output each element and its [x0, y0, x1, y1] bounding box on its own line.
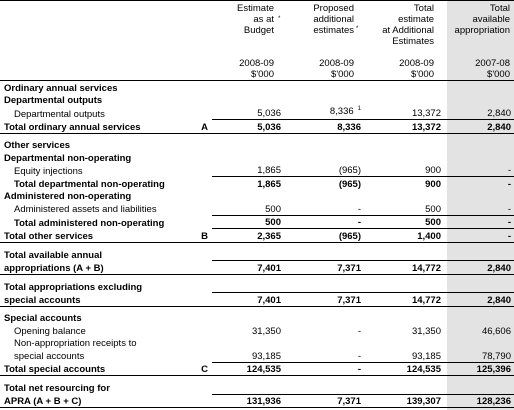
- cell-value: [212, 139, 284, 152]
- row-label: Total departmental non-operating: [14, 178, 165, 190]
- cell-value: [364, 248, 444, 261]
- cell-text: 2,840: [487, 121, 511, 133]
- row-marker: [200, 139, 212, 152]
- cell-value: [284, 324, 364, 337]
- cell-value: [212, 215, 284, 229]
- cell-value: [284, 312, 364, 325]
- table-row: [0, 106, 514, 120]
- row-label: Opening balance: [14, 325, 86, 337]
- cell-value: [444, 362, 514, 376]
- col-header-budget: Estimate as at Budget: [237, 3, 274, 36]
- cell-value: [444, 139, 514, 152]
- cell-text: 500: [265, 203, 281, 215]
- cell-text: 7,371: [337, 262, 361, 274]
- row-marker: B: [200, 229, 212, 243]
- cell-value: [364, 229, 444, 243]
- row-label: Administered assets and liabilities: [14, 204, 157, 215]
- table-row: [0, 139, 514, 152]
- row-marker: [200, 381, 212, 394]
- cell-value: [444, 120, 514, 134]
- cell-value: [212, 202, 284, 215]
- cell-value: [212, 81, 284, 94]
- col-header-proposed-marker: *: [356, 26, 359, 32]
- cell-text: 7,401: [257, 294, 281, 306]
- top-rule: [0, 0, 514, 1]
- cell-value: [284, 139, 364, 152]
- row-marker: [200, 312, 212, 325]
- table-row: [0, 164, 514, 177]
- cell-value: [212, 349, 284, 362]
- cell-text: 8,336: [329, 106, 354, 117]
- cell-text: 1,400: [417, 230, 441, 242]
- cell-text: 900: [425, 178, 441, 190]
- cell-value: [364, 106, 444, 120]
- cell-value: [444, 94, 514, 107]
- row-label: Total available annual: [4, 249, 103, 261]
- cell-text: 125,396: [476, 364, 511, 375]
- table-row: [0, 151, 514, 164]
- table-row: [0, 190, 514, 203]
- cell-text: 7,371: [337, 294, 361, 306]
- cell-text: 500: [265, 217, 281, 228]
- col-header-total-estimate: Total estimate at Additional Estimates: [382, 3, 434, 47]
- table-row: [0, 280, 514, 293]
- cell-value: [444, 324, 514, 337]
- table-row: [0, 349, 514, 362]
- col-year-available: 2007-08 $'000: [475, 58, 510, 80]
- cell-text: 78,790: [481, 350, 511, 362]
- cell-value: [444, 261, 514, 275]
- col-header-proposed: Proposed additional estimates: [313, 3, 354, 36]
- cell-value: [364, 349, 444, 362]
- cell-text: 1,865: [257, 165, 281, 176]
- table-row: [0, 202, 514, 215]
- table-row: [0, 229, 514, 243]
- table-row: [0, 120, 514, 134]
- cell-value: [364, 312, 444, 325]
- cell-text: 7,371: [337, 396, 361, 407]
- cell-value: [364, 190, 444, 203]
- cell-value: [212, 261, 284, 275]
- row-marker: [200, 248, 212, 261]
- cell-value: [364, 164, 444, 177]
- cell-value: [364, 394, 444, 408]
- cell-text: 2,365: [257, 230, 281, 242]
- cell-text: 8,336: [337, 121, 361, 133]
- row-label: special accounts: [14, 351, 85, 362]
- cell-value: [444, 81, 514, 94]
- table-row: [0, 394, 514, 408]
- cell-value: [444, 394, 514, 408]
- row-marker: [200, 337, 212, 350]
- table-row: [0, 177, 514, 190]
- appropriations-table: [0, 81, 514, 408]
- cell-value: [212, 324, 284, 337]
- cell-value: [212, 362, 284, 376]
- cell-value: [284, 94, 364, 107]
- row-marker: C: [200, 362, 212, 376]
- cell-value: [444, 177, 514, 190]
- row-label: Total administered non-operating: [14, 217, 165, 229]
- row-label: Non-appropriation receipts to: [14, 338, 137, 349]
- cell-value: [364, 362, 444, 376]
- cell-text: 13,372: [411, 121, 441, 133]
- cell-text: 2,840: [487, 294, 511, 306]
- cell-value: [284, 177, 364, 190]
- cell-text: -: [507, 178, 511, 190]
- table-row: [0, 261, 514, 275]
- col-header-budget-marker: *: [278, 16, 281, 22]
- row-marker: [200, 324, 212, 337]
- cell-value: [444, 248, 514, 261]
- cell-text: 14,772: [411, 294, 441, 306]
- row-label: special accounts: [0, 293, 200, 307]
- cell-text: 124,535: [246, 364, 281, 375]
- cell-text: 500: [425, 203, 441, 215]
- cell-text: 93,185: [251, 350, 281, 362]
- cell-value: [284, 164, 364, 177]
- cell-value: [444, 190, 514, 203]
- cell-value: [212, 312, 284, 325]
- row-label: Total special accounts: [0, 362, 200, 376]
- table-row: [0, 293, 514, 307]
- table-row: [0, 94, 514, 107]
- cell-value: [284, 190, 364, 203]
- table-row: [0, 324, 514, 337]
- cell-value: [364, 81, 444, 94]
- cell-value: [212, 164, 284, 177]
- row-label: appropriations (A + B): [0, 261, 200, 275]
- cell-text: -: [357, 203, 361, 215]
- cell-value: [284, 394, 364, 408]
- cell-value: [284, 381, 364, 394]
- cell-value: [212, 94, 284, 107]
- col-header-available: Total available appropriation: [454, 3, 510, 36]
- row-marker: [200, 94, 212, 107]
- cell-text: -: [357, 217, 361, 228]
- cell-text: -: [507, 165, 511, 176]
- cell-text: 900: [425, 165, 441, 176]
- cell-value: [444, 202, 514, 215]
- cell-value: [444, 106, 514, 120]
- cell-text: 2,840: [487, 108, 511, 119]
- cell-text: 7,401: [257, 262, 281, 274]
- cell-value: [444, 215, 514, 229]
- cell-text: 31,350: [251, 325, 281, 337]
- cell-value: [444, 337, 514, 350]
- cell-value: [212, 280, 284, 293]
- cell-value: [284, 261, 364, 275]
- cell-text: -: [507, 217, 511, 228]
- cell-value: [212, 151, 284, 164]
- cell-value: [284, 81, 364, 94]
- row-label: Departmental outputs: [14, 108, 105, 120]
- row-marker: [200, 190, 212, 203]
- cell-value: [364, 151, 444, 164]
- cell-value: [444, 293, 514, 307]
- cell-text: (965): [338, 230, 361, 242]
- table-row: [0, 215, 514, 229]
- table-row: [0, 337, 514, 350]
- cell-text: 139,307: [406, 396, 441, 407]
- cell-value: [444, 164, 514, 177]
- cell-value: [212, 106, 284, 120]
- row-marker: [200, 164, 212, 177]
- row-label: APRA (A + B + C): [0, 394, 200, 408]
- row-marker: [200, 349, 212, 362]
- cell-value: [364, 261, 444, 275]
- cell-text: (965): [338, 178, 361, 190]
- cell-text: 124,535: [406, 364, 441, 375]
- cell-value: [364, 293, 444, 307]
- cell-value: [284, 349, 364, 362]
- row-label: Departmental non-operating: [4, 152, 132, 164]
- cell-text: 93,185: [411, 350, 441, 362]
- row-label: Total appropriations excluding: [4, 281, 143, 293]
- cell-text: 128,236: [476, 396, 511, 407]
- cell-value: [212, 177, 284, 190]
- cell-value: [444, 349, 514, 362]
- cell-value: [284, 280, 364, 293]
- row-marker: [200, 202, 212, 215]
- row-marker: [200, 261, 212, 275]
- cell-text: 5,036: [257, 108, 281, 119]
- cell-text: -: [357, 364, 361, 375]
- cell-value: [364, 139, 444, 152]
- cell-value: [212, 120, 284, 134]
- row-marker: [200, 81, 212, 94]
- col-year-total: 2008-09 $'000: [399, 58, 434, 80]
- cell-text: 131,936: [246, 396, 281, 407]
- cell-value: [364, 202, 444, 215]
- cell-text: 5,036: [257, 121, 281, 133]
- table-row: [0, 381, 514, 394]
- col-year-proposed: 2008-09 $'000: [319, 58, 354, 80]
- cell-value: [284, 337, 364, 350]
- cell-value: [444, 229, 514, 243]
- table-row: [0, 362, 514, 376]
- cell-text: 13,372: [411, 108, 441, 119]
- row-label: Equity injections: [14, 165, 83, 177]
- row-marker: [200, 280, 212, 293]
- cell-value: [212, 293, 284, 307]
- cell-text: 1,865: [257, 178, 281, 190]
- cell-text: -: [507, 203, 511, 215]
- cell-value: [284, 229, 364, 243]
- cell-value: [284, 120, 364, 134]
- cell-value: [284, 248, 364, 261]
- cell-value: [212, 248, 284, 261]
- cell-value: [212, 229, 284, 243]
- row-label: Other services: [4, 140, 71, 151]
- row-marker: [200, 215, 212, 229]
- cell-value: [444, 151, 514, 164]
- row-label: Departmental outputs: [4, 95, 103, 106]
- cell-value: [212, 394, 284, 408]
- cell-value: [284, 106, 364, 120]
- cell-value: [212, 190, 284, 203]
- row-label: Special accounts: [4, 313, 82, 324]
- row-marker: [200, 106, 212, 120]
- cell-text: 31,350: [411, 325, 441, 337]
- row-label: Total other services: [0, 229, 200, 243]
- cell-text: (965): [338, 165, 361, 176]
- cell-value: [444, 312, 514, 325]
- cell-value: [212, 381, 284, 394]
- table-row: [0, 248, 514, 261]
- cell-value: [284, 151, 364, 164]
- row-marker: A: [200, 120, 212, 134]
- col-year-budget: 2008-09 $'000: [239, 58, 274, 80]
- cell-text: -: [357, 325, 361, 337]
- cell-text: 2,840: [487, 262, 511, 274]
- cell-value: [284, 362, 364, 376]
- cell-value: [284, 215, 364, 229]
- cell-value: [364, 324, 444, 337]
- footnote-marker: 1: [357, 106, 361, 112]
- cell-value: [284, 293, 364, 307]
- cell-text: 46,606: [481, 325, 511, 337]
- row-marker: [200, 151, 212, 164]
- cell-value: [364, 337, 444, 350]
- cell-text: 14,772: [411, 262, 441, 274]
- cell-value: [364, 280, 444, 293]
- row-label: Total ordinary annual services: [0, 120, 200, 134]
- cell-value: [364, 215, 444, 229]
- cell-value: [284, 202, 364, 215]
- row-label: Total net resourcing for: [4, 383, 110, 394]
- row-marker: [200, 293, 212, 307]
- cell-value: [364, 94, 444, 107]
- table-row: [0, 312, 514, 325]
- cell-value: [364, 120, 444, 134]
- table-row: [0, 81, 514, 94]
- cell-text: -: [357, 350, 361, 362]
- row-label: Administered non-operating: [4, 191, 132, 202]
- cell-value: [444, 381, 514, 394]
- cell-text: 500: [425, 217, 441, 228]
- cell-value: [364, 177, 444, 190]
- cell-text: -: [507, 230, 511, 242]
- cell-value: [212, 337, 284, 350]
- row-marker: [200, 177, 212, 190]
- row-label: Ordinary annual services: [4, 82, 118, 94]
- cell-value: [444, 280, 514, 293]
- row-marker: [200, 394, 212, 408]
- cell-value: [364, 381, 444, 394]
